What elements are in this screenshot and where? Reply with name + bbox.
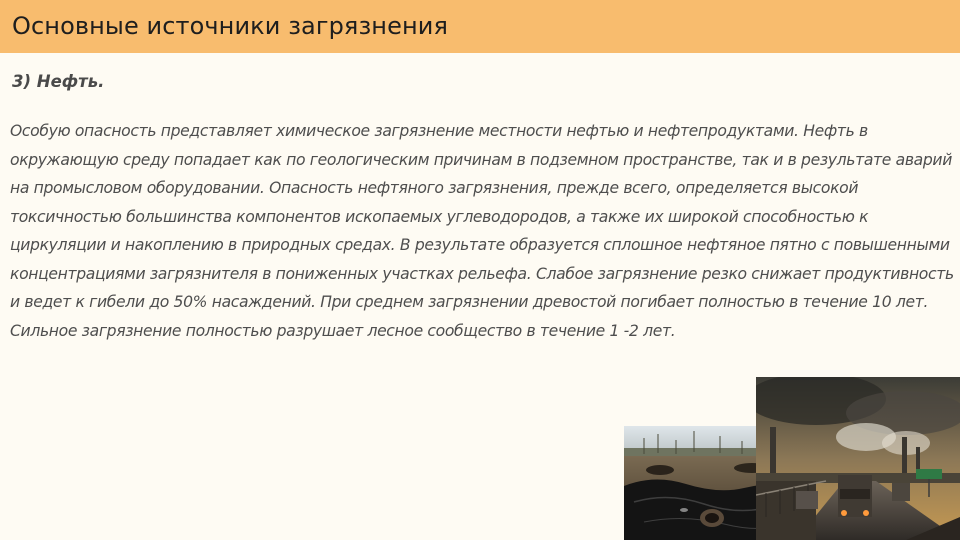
slide-title: Основные источники загрязнения — [12, 12, 448, 40]
body-text: Особую опасность представляет химическое загрязнение местности нефтью и нефтепродуктами. Нефть в окружающую среду попадает как по геологическим причинам в подземном пространстве, так и в результате аварий на промысловом оборудовании. Опасность нефтяного загрязнения, прежде всего, определяется высокой токсичностью большинства компонентов ископаемых углеводородов, а также их широкой способностью к циркуляции и накоплению в природных средах. В результате образуется сплошное нефтяное пятно с повышенными концентрациями загрязнителя в пониженных участках рельефа. Слабое загрязнение резко снижает продуктивность и ведет к гибели до 50% насаждений. При среднем загрязнении древостой погибает полностью в течение 10 лет. Сильное загрязнение полностью разрушает лесное сообщество в течение 1 -2 лет. — [10, 122, 954, 340]
title-bar — [0, 0, 960, 53]
industrial-smog-photo — [756, 377, 960, 540]
section-heading: 3) Нефть. — [12, 72, 105, 91]
